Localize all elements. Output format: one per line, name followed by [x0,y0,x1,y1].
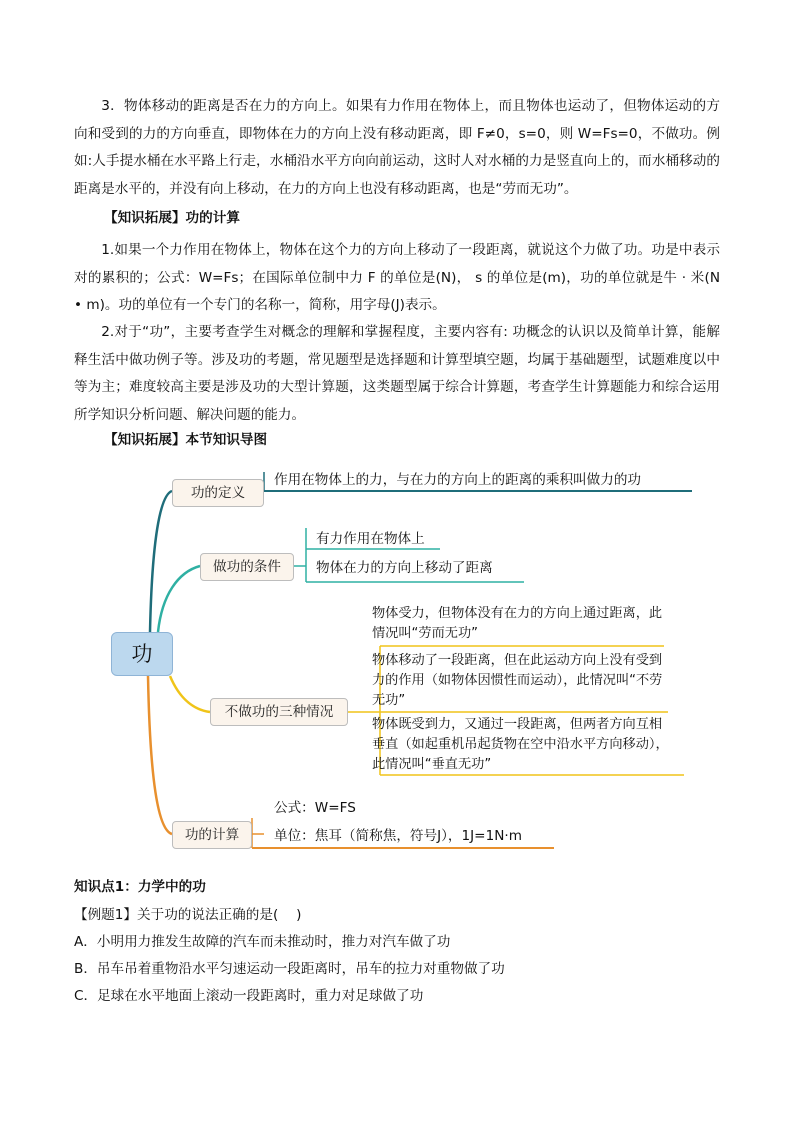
node-conditions: 做功的条件 [200,553,294,581]
node-calculation: 功的计算 [172,821,252,849]
paragraph-calc-1: 1.如果一个力作用在物体上，物体在这个力的方向上移动了一段距离，就说这个力做了功。功是中表示对的累积的；公式：W=Fs；在国际单位制中力 F 的单位是(N)， s 的单位是(m)，功的单位就是牛 · 米(N • m)。功的单位有一个专门的名称一，简称，用字母(J)表示。 [74,242,720,313]
node-definition: 功的定义 [172,479,264,507]
node-no-work-cases: 不做功的三种情况 [210,698,348,726]
example-option-a: A．小明用力推发生故障的汽车而未推动时，推力对汽车做了功 [74,934,451,950]
mind-map-root: 功 [111,632,173,676]
heading-work-calculation: 【知识拓展】功的计算 [104,210,240,226]
example-title: 【例题1】关于功的说法正确的是( ) [74,907,302,923]
knowledge-point-title: 知识点1：力学中的功 [74,879,206,895]
calc-unit: 单位：焦耳（简称焦，符号J），1J=1N·m [274,828,522,844]
definition-text: 作用在物体上的力，与在力的方向上的距离的乘积叫做力的功 [274,472,642,488]
example-option-c: C．足球在水平地面上滚动一段距离时，重力对足球做了功 [74,988,424,1004]
paragraph-3: 3．物体移动的距离是否在力的方向上。如果有力作用在物体上，而且物体也运动了，但物体运动的方向和受到的力的方向垂直，即物体在力的方向上没有移动距离，即 F≠0，s=0，则 W=Fs=0，不做功。例如:人手提水桶在水平路上行走，水桶沿水平方向向前运动，这时人对水桶的力是竖直向上的，而水桶移动的距离是水平的，并没有向上移动，在力的方向上也没有移动距离，也是“劳而无功”。 [74,98,720,197]
no-work-case-1: 物体受力，但物体没有在力的方向上通过距离，此情况叫“劳而无功” [372,606,663,641]
paragraph-calc-2: 2.对于“功”，主要考查学生对概念的理解和掌握程度，主要内容有: 功概念的认识以及简单计算，能解释生活中做功例子等。涉及功的考题，常见题型是选择题和计算型填空题，均属于基础题型，试题难度以中等为主；难度较高主要是涉及功的大型计算题，这类题型属于综合计算题，考查学生计算题能力和综合运用所学知识分析问题、解决问题的能力。 [74,324,720,423]
calc-formula: 公式：W=FS [274,800,356,816]
example-option-b: B．吊车吊着重物沿水平匀速运动一段距离时，吊车的拉力对重物做了功 [74,961,505,977]
heading-mind-map: 【知识拓展】本节知识导图 [104,432,268,448]
no-work-case-3: 物体既受到力，又通过一段距离，但两者方向互相垂直（如起重机吊起货物在空中沿水平方向移动），此情况叫“垂直无功” [372,717,669,772]
condition-2: 物体在力的方向上移动了距离 [316,560,493,576]
condition-1: 有力作用在物体上 [316,531,425,547]
no-work-case-2: 物体移动了一段距离，但在此运动方向上没有受到力的作用（如物体因惯性而运动），此情况叫“不劳无功” [372,653,663,708]
